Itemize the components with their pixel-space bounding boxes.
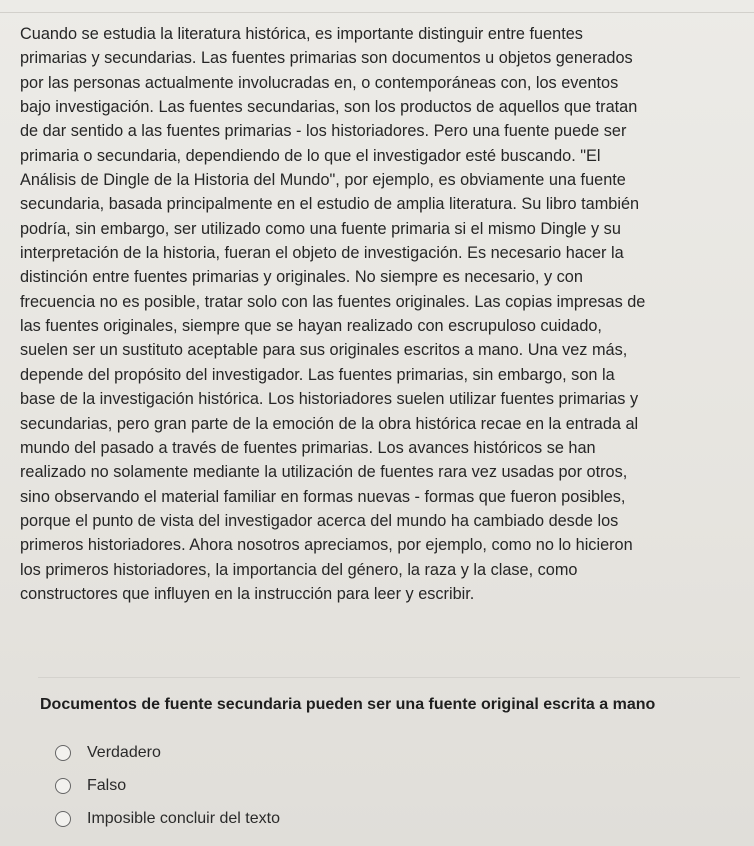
passage-line: las fuentes originales, siempre que se hayan realizado con escrupuloso cuidado,	[20, 317, 602, 336]
passage-line: secundaria, basada principalmente en el estudio de amplia literatura. Su libro también	[20, 195, 640, 214]
answer-options	[55, 736, 280, 835]
passage-line: base de la investigación histórica. Los historiadores suelen utilizar fuentes primarias y	[20, 390, 639, 409]
passage-line: secundarias, pero gran parte de la emoción de la obra histórica recae en la entrada al	[20, 414, 639, 433]
reading-passage	[20, 22, 746, 606]
top-divider	[0, 0, 754, 13]
option-label: Falso	[87, 776, 127, 794]
option-label: Verdadero	[87, 743, 161, 761]
question-text: Documentos de fuente secundaria pueden ser una fuente original escrita a mano	[40, 696, 656, 713]
passage-line: distinción entre fuentes primarias y originales. No siempre es necesario, y con	[20, 268, 583, 287]
passage-line: sino observando el material familiar en formas nuevas - formas que fueron posibles,	[20, 487, 626, 506]
option-falso[interactable]	[55, 769, 280, 802]
passage-line: podría, sin embargo, ser utilizado como una fuente primaria si el mismo Dingle y su	[20, 219, 621, 238]
option-verdadero[interactable]	[55, 736, 280, 769]
passage-line: constructores que influyen en la instrucción para leer y escribir.	[20, 584, 475, 603]
passage-line: los primeros historiadores, la importancia del género, la raza y la clase, como	[20, 560, 578, 579]
option-imposible-concluir[interactable]	[55, 802, 280, 835]
passage-line: primarias y secundarias. Las fuentes primarias son documentos u objetos generados	[20, 49, 633, 68]
option-label: Imposible concluir del texto	[87, 809, 280, 827]
radio-button[interactable]	[55, 745, 71, 761]
passage-line: realizado no solamente mediante la utilización de fuentes rara vez usadas por otros,	[20, 463, 628, 482]
passage-line: mundo del pasado a través de fuentes primarias. Los avances históricos se han	[20, 438, 596, 457]
radio-button[interactable]	[55, 811, 71, 827]
passage-line: porque el punto de vista del investigador acerca del mundo ha cambiado desde los	[20, 511, 619, 530]
passage-line: Análisis de Dingle de la Historia del Mundo", por ejemplo, es obviamente una fuente	[20, 171, 626, 190]
passage-line: Cuando se estudia la literatura histórica, es importante distinguir entre fuentes	[20, 25, 583, 43]
passage-line: primeros historiadores. Ahora nosotros apreciamos, por ejemplo, como no lo hicieron	[20, 536, 633, 555]
radio-button[interactable]	[55, 778, 71, 794]
passage-line: por las personas actualmente involucradas en, o contemporáneas con, los eventos	[20, 73, 619, 92]
section-divider	[38, 677, 740, 678]
passage-line: de dar sentido a las fuentes primarias - los historiadores. Pero una fuente puede ser	[20, 122, 627, 141]
passage-line: frecuencia no es posible, tratar solo con las fuentes originales. Las copias impresas de	[20, 292, 646, 311]
passage-line: bajo investigación. Las fuentes secundarias, son los productos de aquellos que tratan	[20, 98, 638, 117]
passage-line: interpretación de la historia, fueran el objeto de investigación. Es necesario hacer la	[20, 244, 624, 263]
passage-line: primaria o secundaria, dependiendo de lo que el investigador esté buscando. "El	[20, 146, 601, 165]
passage-line: suelen ser un sustituto aceptable para sus originales escritos a mano. Una vez más,	[20, 341, 628, 360]
passage-line: depende del propósito del investigador. Las fuentes primarias, sin embargo, son la	[20, 365, 615, 384]
